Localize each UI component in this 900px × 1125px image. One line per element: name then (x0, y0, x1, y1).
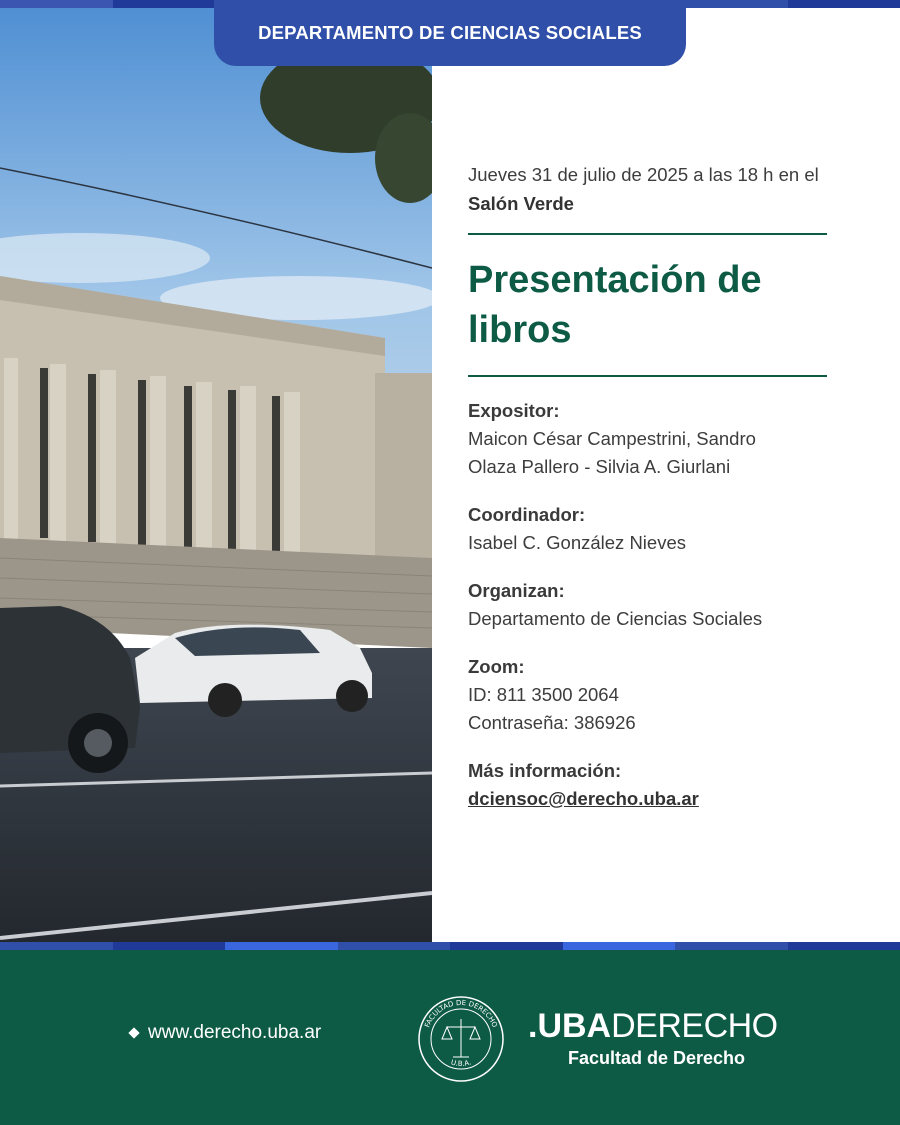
bottom-color-stripe (0, 942, 900, 950)
event-datetime (468, 160, 868, 218)
department-name: DEPARTAMENTO DE CIENCIAS SOCIALES (258, 22, 642, 43)
organizan-value: Departamento de Ciencias Sociales (468, 608, 763, 629)
info-section (468, 757, 868, 813)
svg-text:U.B.A. (450, 1058, 472, 1068)
expositor-section (468, 397, 868, 481)
coordinador-name: Isabel C. González Nieves (468, 532, 686, 553)
building-photo (0, 8, 432, 942)
organizan-label: Organizan: (468, 580, 565, 601)
event-datetime-text: Jueves 31 de julio de 2025 a las 18 h en el (468, 164, 819, 185)
event-details (468, 160, 868, 813)
zoom-id: ID: 811 3500 2064 (468, 684, 619, 705)
expositor-line-2: Olaza Pallero - Silvia A. Giurlani (468, 456, 731, 477)
organizan-section (468, 577, 868, 633)
divider-top (468, 233, 827, 235)
zoom-password: Contraseña: 386926 (468, 712, 636, 733)
uba-derecho-logo (528, 1006, 778, 1069)
expositor-line-1: Maicon César Campestrini, Sandro (468, 428, 756, 449)
footer (0, 950, 900, 1125)
expositor-label: Expositor: (468, 400, 560, 421)
zoom-label: Zoom: (468, 656, 525, 677)
contact-email-link[interactable]: dciensoc@derecho.uba.ar (468, 788, 699, 809)
department-header (214, 0, 686, 66)
coordinador-section (468, 501, 868, 557)
zoom-section (468, 653, 868, 737)
diamond-bullet-icon (128, 1027, 139, 1038)
seal-bottom-text: U.B.A. (450, 1058, 473, 1068)
brand-uba: .UBA (528, 1007, 612, 1045)
seal-top-text: FACULTAD DE DERECHO (423, 998, 499, 1029)
coordinador-label: Coordinador: (468, 504, 586, 525)
divider-bottom (468, 375, 827, 377)
brand-subtitle: Facultad de Derecho (568, 1048, 746, 1068)
website[interactable] (130, 1022, 321, 1044)
event-title: Presentación de libros (468, 259, 762, 351)
event-venue: Salón Verde (468, 193, 574, 214)
info-label: Más información: (468, 760, 622, 781)
brand-derecho: DERECHO (611, 1007, 778, 1045)
university-seal-icon (417, 995, 505, 1083)
website-url[interactable]: www.derecho.uba.ar (148, 1022, 322, 1043)
